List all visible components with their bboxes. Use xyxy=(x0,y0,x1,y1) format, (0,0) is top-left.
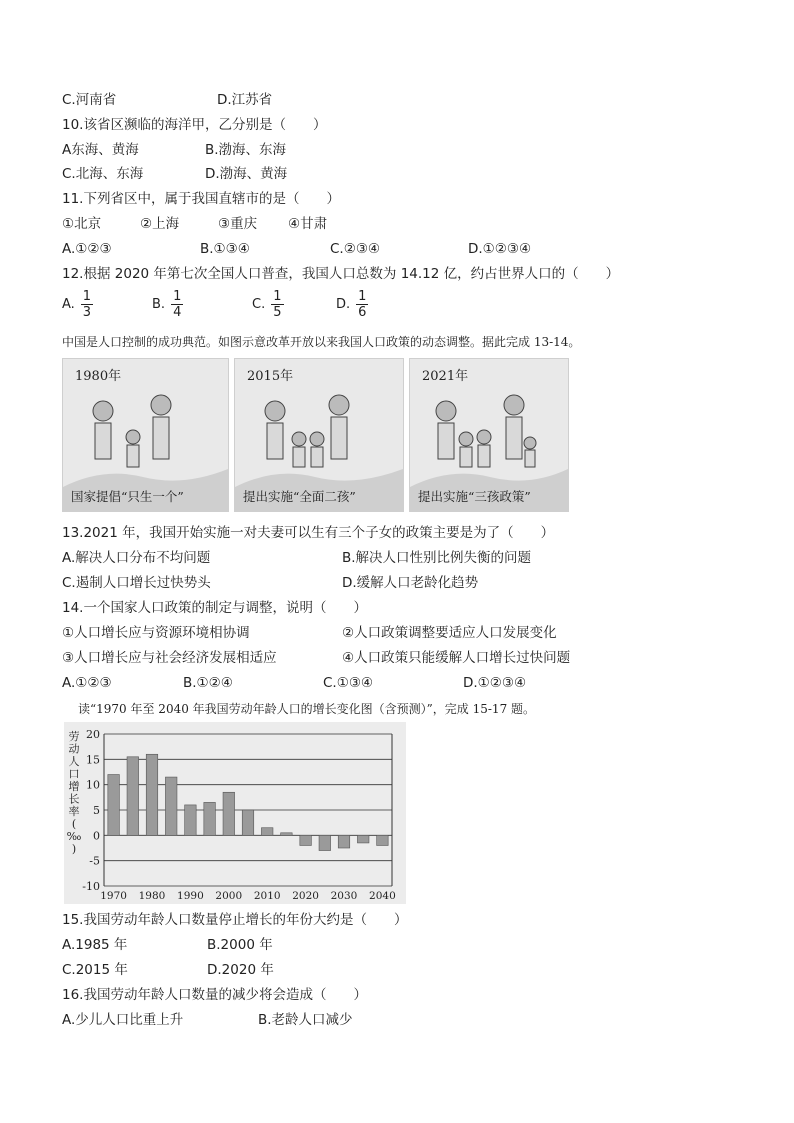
q11-stem: 11.下列省区中，属于我国直辖市的是（ ） xyxy=(62,191,340,207)
y-axis-label-char: 率 xyxy=(68,805,80,818)
y-tick-label: 0 xyxy=(93,829,100,843)
q11-item: ①北京 xyxy=(62,216,102,232)
q12-option-b: B. $\frac{1}{4}$ xyxy=(152,289,182,320)
labor-growth-chart xyxy=(64,722,406,904)
intro-13-14: 中国是人口控制的成功典范。如图示意改革开放以来我国人口政策的动态调整。据此完成 13-14。 xyxy=(62,335,581,349)
panel-caption: 提出实施“全面二孩” xyxy=(243,489,356,504)
q15-option-d: D.2020 年 xyxy=(207,962,274,978)
y-axis-label-char: 口 xyxy=(68,767,80,781)
y-tick-label: 5 xyxy=(93,804,100,817)
panel-year: 2015年 xyxy=(247,369,294,384)
y-tick-label: 10 xyxy=(86,778,100,792)
q13-option-d: D.缓解人口老龄化趋势 xyxy=(342,575,479,591)
intro-15-17: 读“1970 年至 2040 年我国劳动年龄人口的增长变化图（含预测）”，完成 15-17 题。 xyxy=(78,702,536,716)
q15-stem: 15.我国劳动年龄人口数量停止增长的年份大约是（ ） xyxy=(62,912,408,928)
q16-option-a: A.少儿人口比重上升 xyxy=(62,1012,184,1028)
y-axis-label-char: ( xyxy=(71,817,77,831)
q12-option-c: C. $\frac{1}{5}$ xyxy=(252,289,282,320)
q12-option-d: D. $\frac{1}{6}$ xyxy=(336,289,367,320)
q15-option-c: C.2015 年 xyxy=(62,962,128,978)
q14-item: ④人口政策只能缓解人口增长过快问题 xyxy=(342,650,571,666)
x-tick-label: 2040 xyxy=(369,890,396,902)
x-tick-label: 2000 xyxy=(215,890,243,902)
q14-stem: 14.一个国家人口政策的制定与调整，说明（ ） xyxy=(62,600,367,616)
q12-stem: 12.根据 2020 年第七次全国人口普查，我国人口总数为 14.12 亿，约占世界人口的（ ） xyxy=(62,266,620,282)
y-tick-label: -5 xyxy=(89,854,100,868)
bar xyxy=(261,828,273,836)
bar xyxy=(377,835,389,845)
y-axis-label-char: ‰ xyxy=(66,830,82,843)
bar xyxy=(146,754,158,835)
q10-option-a: A东海、黄海 xyxy=(62,142,139,158)
q15-option-b: B.2000 年 xyxy=(207,937,273,953)
q9-option-d: D.江苏省 xyxy=(217,92,273,108)
q9-option-c: C.河南省 xyxy=(62,92,117,108)
y-axis-label-char: 劳 xyxy=(68,730,80,743)
bar xyxy=(242,810,254,835)
q10-stem: 10.该省区濒临的海洋甲，乙分别是（ ） xyxy=(62,117,327,133)
q10-option-d: D.渤海、黄海 xyxy=(205,166,288,182)
y-axis-label-char: 长 xyxy=(68,792,80,806)
x-tick-label: 1980 xyxy=(138,890,166,902)
policy-panel-2015 xyxy=(234,358,404,512)
q14-option-d: D.①②③④ xyxy=(463,675,527,691)
x-tick-label: 1970 xyxy=(100,890,127,902)
bar xyxy=(319,835,331,850)
q11-item: ③重庆 xyxy=(218,216,258,232)
q11-item: ②上海 xyxy=(140,216,180,232)
bar xyxy=(127,757,139,836)
q14-item: ③人口增长应与社会经济发展相适应 xyxy=(62,650,277,666)
q12-option-a: A. $\frac{1}{3}$ xyxy=(62,289,92,320)
policy-panel-2021 xyxy=(409,358,569,512)
q10-option-c: C.北海、东海 xyxy=(62,166,144,182)
x-tick-label: 2030 xyxy=(330,890,358,902)
bar xyxy=(108,775,120,836)
y-tick-label: 20 xyxy=(86,728,100,741)
q11-option-b: B.①③④ xyxy=(200,241,250,257)
y-axis-label-char: 增 xyxy=(68,780,80,793)
bar xyxy=(357,835,369,843)
panel-caption: 国家提倡“只生一个” xyxy=(71,489,184,504)
x-tick-label: 2020 xyxy=(292,890,319,902)
x-tick-label: 2010 xyxy=(253,890,281,902)
q10-option-b: B.渤海、东海 xyxy=(205,142,287,158)
y-axis-label-char: 动 xyxy=(68,742,80,756)
bar xyxy=(338,835,350,848)
bar xyxy=(300,835,312,845)
y-tick-label: 15 xyxy=(86,753,100,767)
q16-stem: 16.我国劳动年龄人口数量的减少将会造成（ ） xyxy=(62,987,367,1003)
q11-option-d: D.①②③④ xyxy=(468,241,532,257)
panel-caption: 提出实施“三孩政策” xyxy=(418,489,531,504)
bar xyxy=(281,833,293,836)
policy-panel-1980 xyxy=(62,358,229,512)
panel-year: 2021年 xyxy=(422,369,469,384)
y-axis-label-char: 人 xyxy=(68,755,80,768)
q15-option-a: A.1985 年 xyxy=(62,937,128,953)
q11-option-c: C.②③④ xyxy=(330,241,381,257)
q14-option-c: C.①③④ xyxy=(323,675,374,691)
y-tick-label: -10 xyxy=(82,880,100,893)
y-axis-label-char: ) xyxy=(71,842,77,856)
q11-option-a: A.①②③ xyxy=(62,241,112,257)
chart-svg xyxy=(64,722,406,904)
bar xyxy=(223,792,235,835)
q13-option-c: C.遏制人口增长过快势头 xyxy=(62,575,211,591)
q13-option-b: B.解决人口性别比例失衡的问题 xyxy=(342,550,532,566)
q14-option-b: B.①②④ xyxy=(183,675,233,691)
q14-option-a: A.①②③ xyxy=(62,675,112,691)
q13-stem: 13.2021 年，我国开始实施一对夫妻可以生有三个子女的政策主要是为了（ ） xyxy=(62,525,555,541)
q14-item: ①人口增长应与资源环境相协调 xyxy=(62,625,250,641)
bar xyxy=(204,802,216,835)
q16-option-b: B.老龄人口减少 xyxy=(258,1012,353,1028)
x-tick-label: 1990 xyxy=(177,890,204,902)
bar xyxy=(165,777,177,835)
q13-option-a: A.解决人口分布不均问题 xyxy=(62,550,211,566)
bar xyxy=(185,805,197,835)
panel-year: 1980年 xyxy=(75,369,122,384)
q14-item: ②人口政策调整要适应人口发展变化 xyxy=(342,625,557,641)
q11-item: ④甘肃 xyxy=(288,216,328,232)
